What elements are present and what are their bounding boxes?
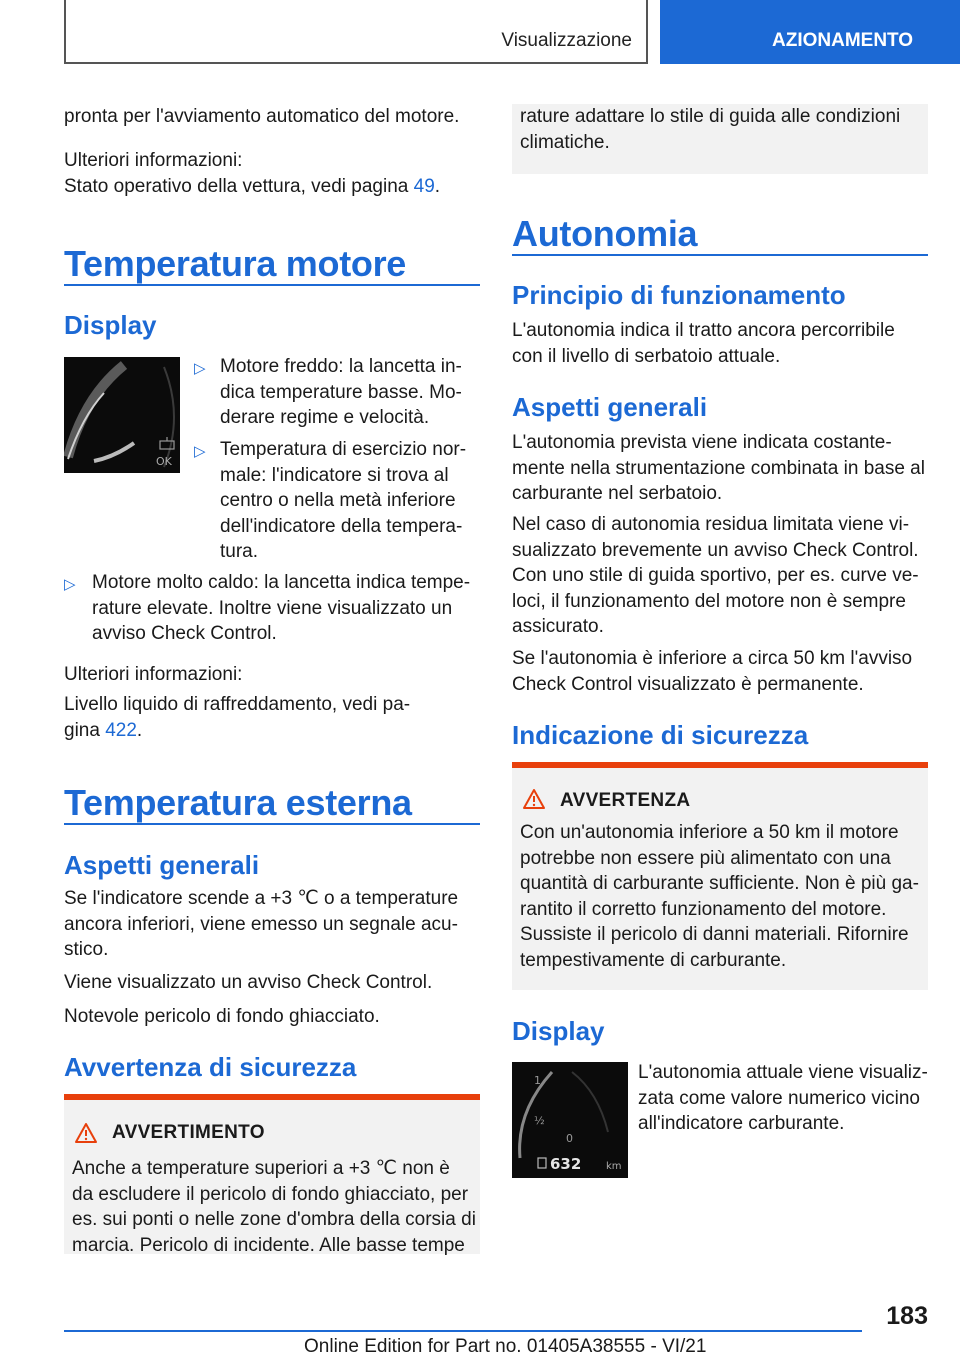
warning-triangle-icon (522, 788, 546, 810)
gauge-tick-label: 0 (566, 1132, 573, 1145)
warning-triangle-icon (74, 1122, 98, 1144)
warning-bar (512, 762, 928, 768)
more-info-label: Ulteriori informazioni: (64, 664, 243, 685)
warning-text: Con un'autonomia inferiore a 50 km il motore potrebbe non essere più alimentato con una quantità di carburante sufficiente. Non è più garantito il corretto funzionamento del motore. Sussiste il pericolo di danni materiali. Rifornire tempestivamente di carburante. (520, 822, 919, 971)
warning-box-continued (512, 104, 928, 174)
warning-box (64, 1094, 480, 1254)
list-item-text: Motore freddo: la lancetta indica temperature basse. Moderare regime e velocità. (220, 356, 462, 428)
heading-rule (512, 254, 928, 256)
cross-reference (64, 692, 424, 743)
section-tab (64, 0, 648, 64)
range-unit: km (606, 1161, 622, 1172)
section-heading: Temperatura esterna (64, 782, 412, 823)
warning-text: Anche a temperature superiori a +3 ℃ non è da escludere il pericolo di fondo ghiacciato, per es. sui ponti o nelle zone d'ombra della corsia di marcia. Pericolo di incidente. Alle basse tempe (72, 1158, 476, 1256)
reference-period: . (434, 176, 441, 197)
subsection-heading: Aspetti generali (512, 392, 708, 422)
reference-text: Livello liquido di raffreddamento, vedi pagina (64, 694, 411, 741)
warning-title: AVVERTENZA (560, 790, 691, 811)
edition-line: Online Edition for Part no. 01405A38555 - VI/21 (304, 1336, 707, 1357)
section-heading: Autonomia (512, 213, 698, 254)
fuel-gauge-image (512, 1062, 628, 1178)
heading-rule (64, 284, 480, 286)
list-item (194, 354, 480, 431)
chapter-tab (660, 0, 960, 64)
section-heading: Temperatura motore (64, 243, 407, 284)
more-info-label: Ulteriori informazioni: (64, 150, 243, 171)
range-value: 632 (550, 1155, 582, 1173)
list-item (194, 437, 480, 565)
paragraph: L'autonomia attuale viene visualizzata come valore numerico vicino all'indicatore carburante. (638, 1062, 928, 1134)
warning-bar (64, 1094, 480, 1100)
paragraph: Notevole pericolo di fondo ghiacciato. (64, 1006, 380, 1027)
reference-period: . (136, 719, 143, 741)
bullet-icon: ▷ (194, 360, 206, 377)
bullet-icon: ▷ (64, 576, 76, 593)
gauge-ok-label: OK (156, 455, 172, 468)
bullet-icon: ▷ (194, 443, 206, 460)
paragraph: L'autonomia indica il tratto ancora percorribile con il livello di serbatoio attuale. (512, 320, 895, 367)
subsection-heading: Avvertenza di sicurezza (64, 1052, 357, 1082)
fuel-gauge-icon (512, 1062, 628, 1178)
paragraph: Nel caso di autonomia residua limitata viene visualizzato brevemente un avviso Check Control. Con uno stile di guida sportivo, per es. curve veloci, il funzionamento del motore non è sempre assicurato. (512, 514, 919, 637)
paragraph: Se l'autonomia è inferiore a circa 50 km l'avviso Check Control visualizzato è permanente. (512, 648, 913, 695)
footer-rule (64, 1330, 862, 1332)
subsection-heading: Indicazione di sicurezza (512, 720, 809, 750)
list-item-text: Temperatura di esercizio normale: l'indicatore si trova al centro o nella metà inferiore dell'indicatore della temperatura. (220, 439, 467, 562)
page-header (0, 0, 960, 66)
chapter-title: AZIONAMENTO (772, 30, 914, 51)
gauge-icon (64, 357, 180, 473)
subsection-heading: Display (64, 310, 157, 340)
subsection-heading: Aspetti generali (64, 850, 260, 880)
paragraph: L'autonomia prevista viene indicata costantemente nella strumentazione combinata in base al carburante nel serbatoio. (512, 432, 925, 504)
warning-text: rature adattare lo stile di guida alle condizioni climatiche. (520, 106, 901, 153)
page-link[interactable]: 422 (105, 719, 137, 741)
paragraph: Viene visualizzato un avviso Check Control. (64, 972, 433, 993)
cross-reference (64, 174, 480, 200)
gauge-tick-label: 1 (534, 1074, 541, 1087)
temperature-gauge-image (64, 357, 180, 473)
list-item-text: Motore molto caldo: la lancetta indica temperature elevate. Inoltre viene visualizzato un avviso Check Control. (92, 572, 471, 644)
reference-text: Stato operativo della vettura, vedi pagina (64, 176, 414, 197)
subsection-heading: Display (512, 1016, 605, 1046)
intro-text: pronta per l'avviamento automatico del motore. (64, 106, 460, 127)
section-title: Visualizzazione (501, 30, 632, 51)
page-link[interactable]: 49 (413, 176, 435, 197)
paragraph: Se l'indicatore scende a +3 ℃ o a temperature ancora inferiori, viene emesso un segnale acustico. (64, 888, 459, 960)
warning-box (512, 762, 928, 990)
warning-title: AVVERTIMENTO (112, 1122, 265, 1143)
subsection-heading: Principio di funzionamento (512, 280, 846, 310)
heading-rule (64, 823, 480, 825)
page-number: 183 (886, 1302, 928, 1330)
list-item (64, 570, 480, 647)
gauge-tick-label: ½ (534, 1114, 545, 1127)
